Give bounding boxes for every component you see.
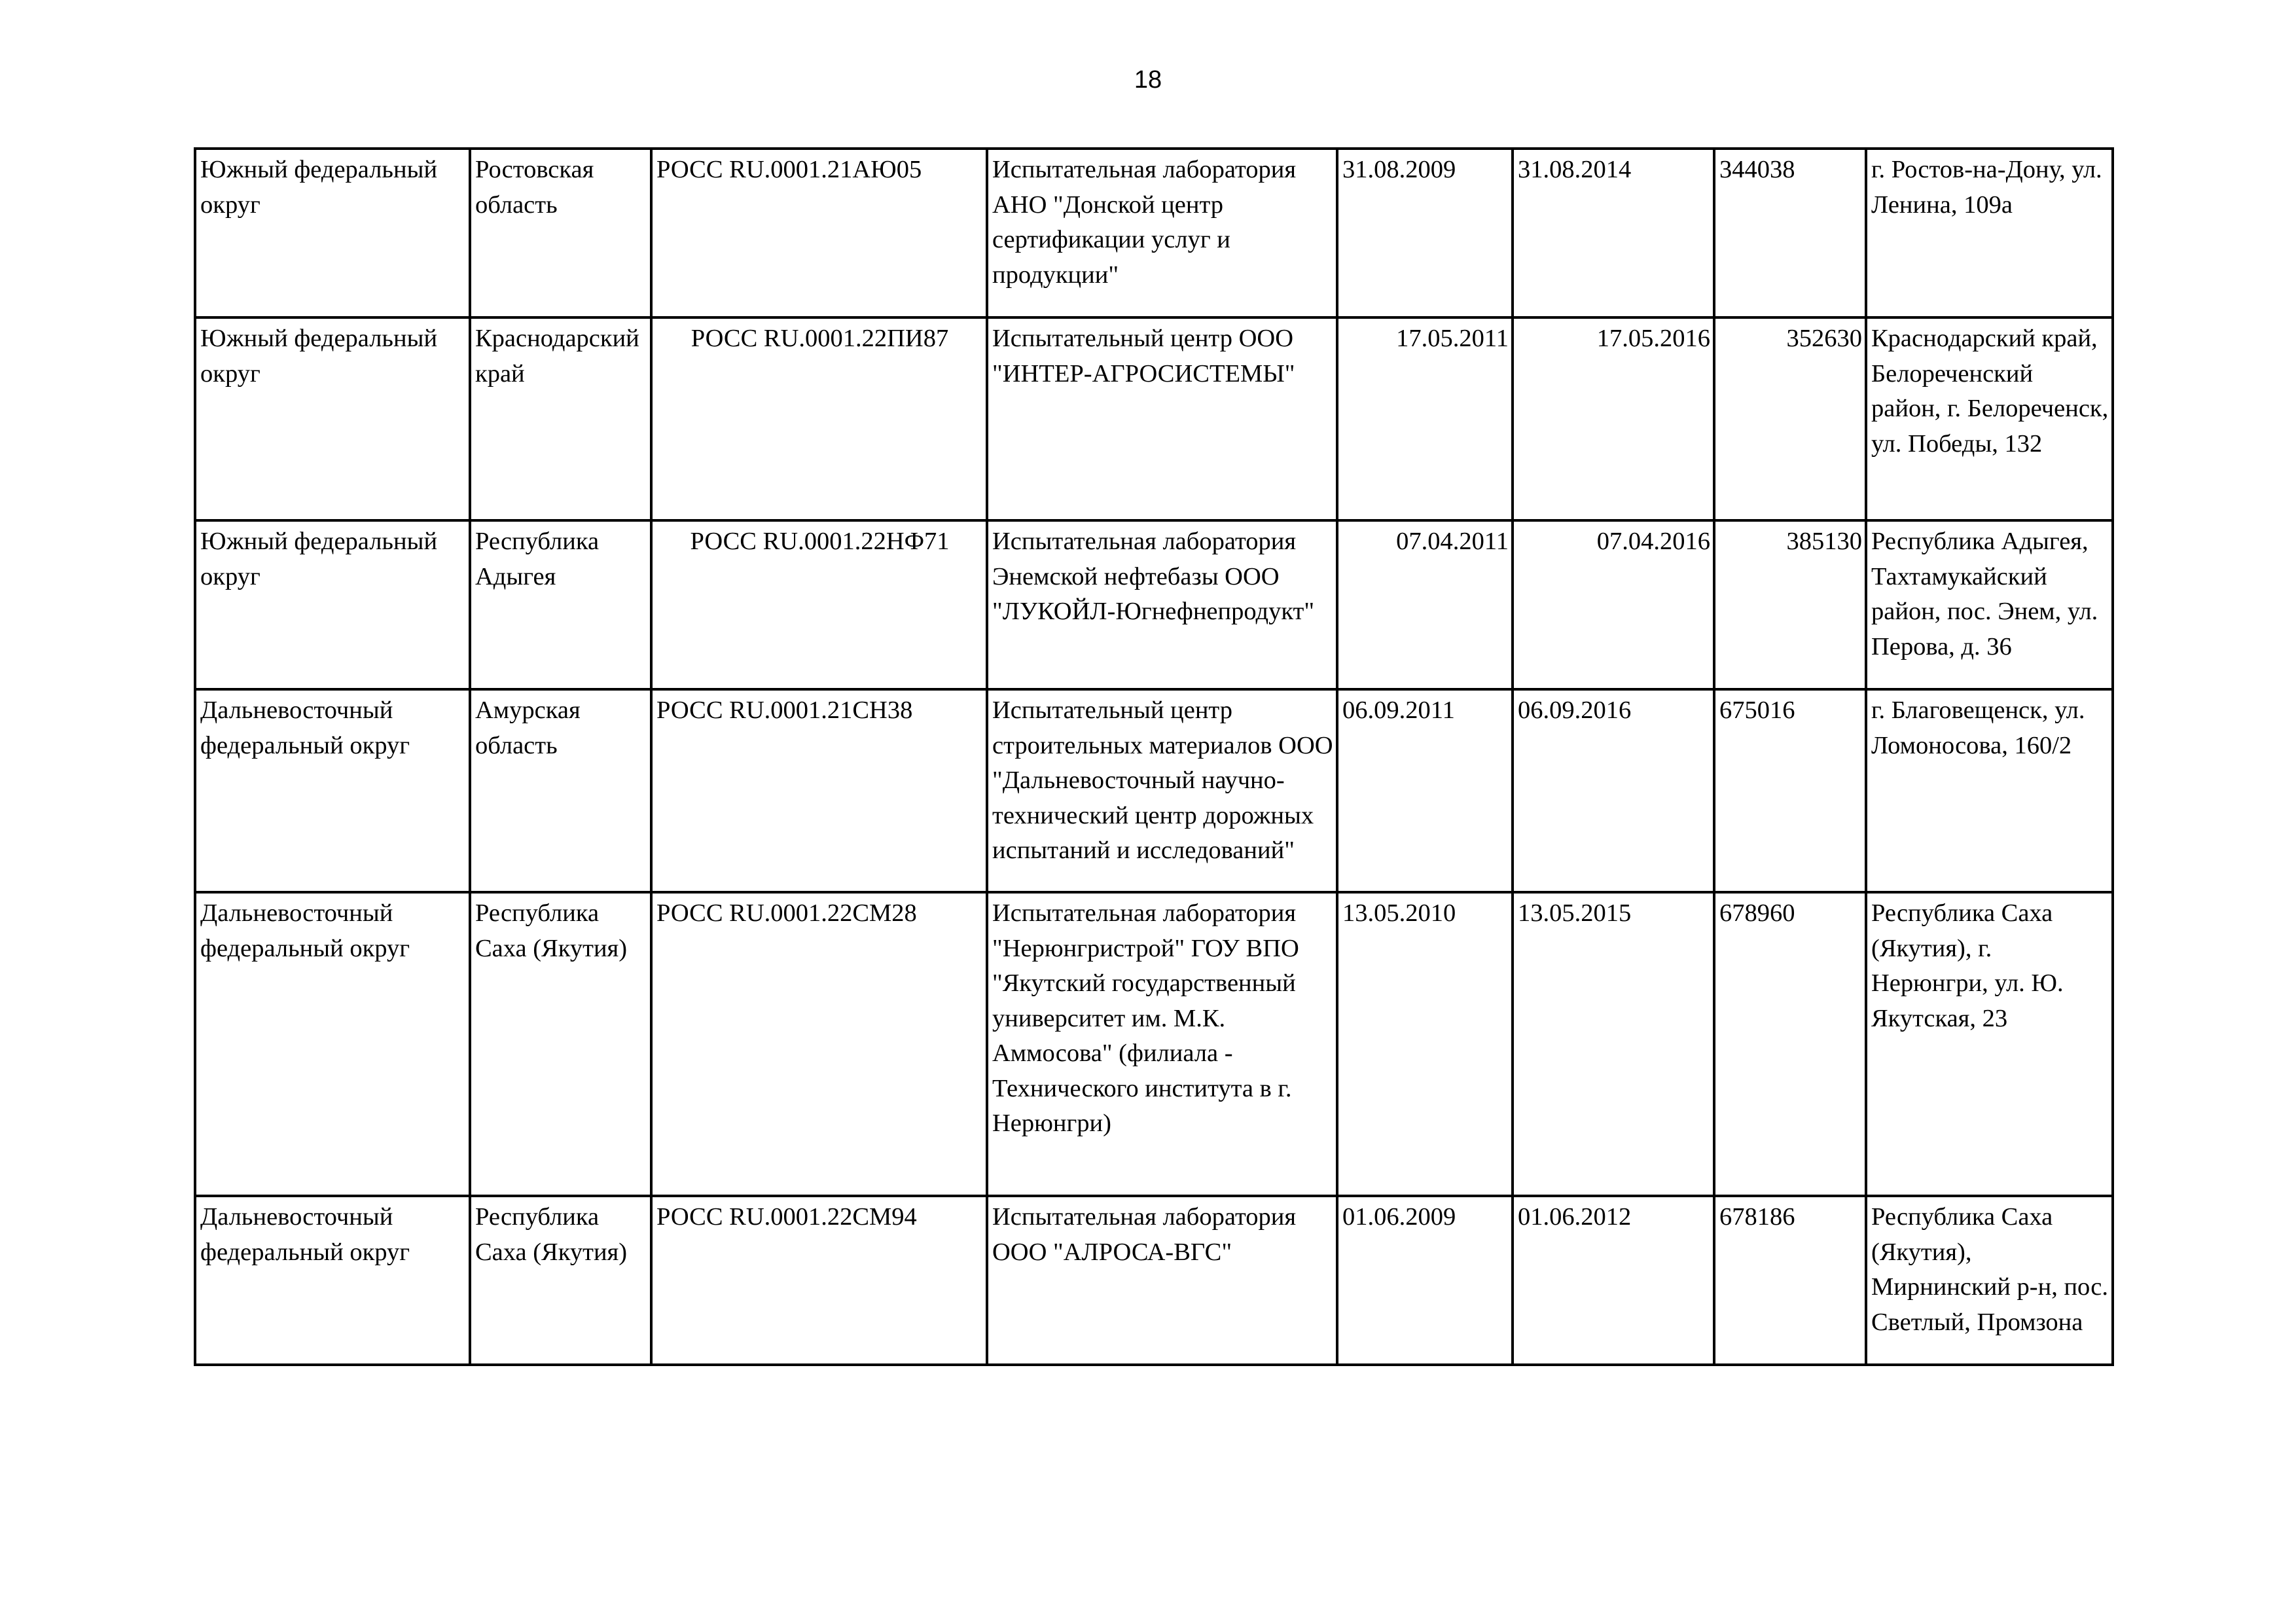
district-cell-text: Южный федеральный округ: [200, 156, 438, 219]
date-start-cell-text: 07.04.2011: [1396, 528, 1509, 555]
organization-cell: [987, 1196, 1337, 1365]
organization-cell: [987, 149, 1337, 317]
region-cell: [470, 149, 651, 317]
postcode-cell-text: 678186: [1719, 1203, 1795, 1231]
date-end-cell-text: 13.05.2015: [1518, 899, 1632, 927]
region-cell: [470, 1196, 651, 1365]
table-row: [195, 317, 2113, 520]
date-start-cell-text: 17.05.2011: [1396, 325, 1509, 352]
region-cell: [470, 892, 651, 1196]
region-cell-text: Ростовская область: [475, 156, 594, 219]
date-end-cell: [1513, 520, 1714, 689]
organization-cell-text: Испытательная лаборатория Энемской нефтебазы ООО "ЛУКОЙЛ-Югнефнепродукт": [992, 528, 1315, 625]
table-row: [195, 892, 2113, 1196]
postcode-cell: [1714, 520, 1866, 689]
address-cell-text: г. Благовещенск, ул. Ломоносова, 160/2: [1871, 696, 2085, 759]
organization-cell-text: Испытательный центр строительных материалов ООО "Дальневосточный научно-технический центр дорожных испытаний и исследований": [992, 696, 1333, 864]
date-start-cell: [1337, 689, 1513, 892]
address-cell-text: г. Ростов-на-Дону, ул. Ленина, 109а: [1871, 156, 2102, 219]
table-row: [195, 149, 2113, 317]
address-cell: [1866, 1196, 2113, 1365]
date-start-cell: [1337, 520, 1513, 689]
cert-number-cell-text: РОСС RU.0001.22СМ28: [656, 899, 917, 927]
organization-cell-text: Испытательная лаборатория ООО "АЛРОСА-ВГС": [992, 1203, 1297, 1266]
date-end-cell-text: 07.04.2016: [1596, 528, 1710, 555]
region-cell-text: Республика Саха (Якутия): [475, 1203, 628, 1266]
district-cell: [195, 689, 470, 892]
cert-number-cell-text: РОСС RU.0001.22НФ71: [690, 528, 950, 555]
cert-number-cell-text: РОСС RU.0001.21СН38: [656, 696, 913, 724]
organization-cell-text: Испытательная лаборатория "Нерюнгристрой" ГОУ ВПО "Якутский государственный университет им. М.К. Аммосова" (филиала - Технического института в г. Нерюнгри): [992, 899, 1299, 1137]
district-cell-text: Дальневосточный федеральный округ: [200, 696, 410, 759]
region-cell: [470, 317, 651, 520]
address-cell: [1866, 689, 2113, 892]
date-end-cell: [1513, 1196, 1714, 1365]
address-cell: [1866, 892, 2113, 1196]
table-row: [195, 520, 2113, 689]
postcode-cell-text: 675016: [1719, 696, 1795, 724]
region-cell-text: Республика Саха (Якутия): [475, 899, 628, 962]
cert-number-cell: [651, 520, 987, 689]
district-cell-text: Южный федеральный округ: [200, 325, 438, 388]
cert-number-cell-text: РОСС RU.0001.21АЮ05: [656, 156, 922, 183]
address-cell-text: Республика Адыгея, Тахтамукайский район, пос. Энем, ул. Перова, д. 36: [1871, 528, 2098, 660]
address-cell-text: Краснодарский край, Белореченский район, г. Белореченск, ул. Победы, 132: [1871, 325, 2109, 458]
page-number: 18: [1134, 66, 1162, 94]
organization-cell: [987, 689, 1337, 892]
date-end-cell-text: 06.09.2016: [1518, 696, 1632, 724]
cert-number-cell: [651, 892, 987, 1196]
date-start-cell-text: 31.08.2009: [1342, 156, 1456, 183]
postcode-cell: [1714, 892, 1866, 1196]
date-end-cell: [1513, 689, 1714, 892]
postcode-cell: [1714, 317, 1866, 520]
date-start-cell: [1337, 149, 1513, 317]
district-cell: [195, 892, 470, 1196]
date-start-cell: [1337, 317, 1513, 520]
date-start-cell-text: 13.05.2010: [1342, 899, 1456, 927]
address-cell-text: Республика Саха (Якутия), г. Нерюнгри, ул. Ю. Якутская, 23: [1871, 899, 2064, 1032]
address-cell: [1866, 317, 2113, 520]
registry-table-body: [195, 149, 2113, 1365]
cert-number-cell: [651, 317, 987, 520]
organization-cell: [987, 892, 1337, 1196]
district-cell: [195, 149, 470, 317]
date-end-cell: [1513, 317, 1714, 520]
date-end-cell: [1513, 149, 1714, 317]
date-start-cell: [1337, 892, 1513, 1196]
district-cell-text: Южный федеральный округ: [200, 528, 438, 590]
organization-cell-text: Испытательный центр ООО "ИНТЕР-АГРОСИСТЕМЫ": [992, 325, 1295, 388]
cert-number-cell: [651, 689, 987, 892]
table-row: [195, 689, 2113, 892]
postcode-cell: [1714, 689, 1866, 892]
postcode-cell-text: 678960: [1719, 899, 1795, 927]
district-cell: [195, 317, 470, 520]
organization-cell: [987, 317, 1337, 520]
organization-cell-text: Испытательная лаборатория АНО "Донской центр сертификации услуг и продукции": [992, 156, 1297, 289]
address-cell: [1866, 520, 2113, 689]
date-start-cell-text: 06.09.2011: [1342, 696, 1455, 724]
date-end-cell-text: 17.05.2016: [1596, 325, 1710, 352]
cert-number-cell-text: РОСС RU.0001.22ПИ87: [691, 325, 949, 352]
region-cell-text: Амурская область: [475, 696, 581, 759]
address-cell-text: Республика Саха (Якутия), Мирнинский р-н, пос. Светлый, Промзона: [1871, 1203, 2108, 1336]
region-cell: [470, 520, 651, 689]
date-start-cell-text: 01.06.2009: [1342, 1203, 1456, 1231]
region-cell-text: Республика Адыгея: [475, 528, 600, 590]
cert-number-cell: [651, 149, 987, 317]
date-end-cell: [1513, 892, 1714, 1196]
postcode-cell-text: 385130: [1786, 528, 1862, 555]
postcode-cell-text: 344038: [1719, 156, 1795, 183]
district-cell: [195, 520, 470, 689]
date-start-cell: [1337, 1196, 1513, 1365]
district-cell-text: Дальневосточный федеральный округ: [200, 899, 410, 962]
postcode-cell-text: 352630: [1786, 325, 1862, 352]
cert-number-cell-text: РОСС RU.0001.22СМ94: [656, 1203, 917, 1231]
district-cell: [195, 1196, 470, 1365]
postcode-cell: [1714, 1196, 1866, 1365]
date-end-cell-text: 01.06.2012: [1518, 1203, 1632, 1231]
organization-cell: [987, 520, 1337, 689]
cert-number-cell: [651, 1196, 987, 1365]
district-cell-text: Дальневосточный федеральный округ: [200, 1203, 410, 1266]
table-row: [195, 1196, 2113, 1365]
postcode-cell: [1714, 149, 1866, 317]
registry-table: [194, 147, 2114, 1366]
date-end-cell-text: 31.08.2014: [1518, 156, 1632, 183]
region-cell-text: Краснодарский край: [475, 325, 639, 388]
region-cell: [470, 689, 651, 892]
address-cell: [1866, 149, 2113, 317]
